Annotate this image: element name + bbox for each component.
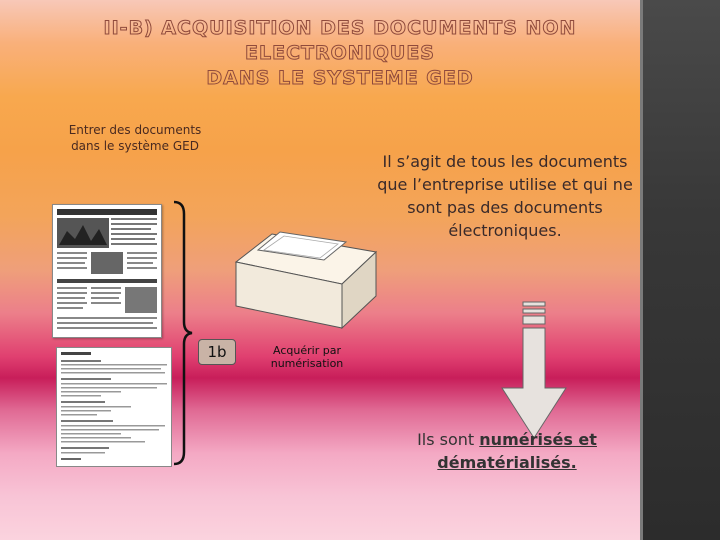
slide-title-line1: II-B) ACQUISITION DES DOCUMENTS NON ELECTRONIQUES [103,17,577,64]
scan-caption-line2: numérisation [270,357,344,370]
text-document-icon [56,347,172,467]
step-badge: 1b [198,339,236,365]
slide-title [60,16,620,91]
down-arrow-icon [498,300,588,442]
scan-caption-line1: Acquérir par [273,344,341,357]
description-quote: Il s’agit de tous les documents que l’entreprise utilise et qui ne sont pas des documents électroniques. [377,152,633,240]
result-text [396,428,618,474]
result-word1: numérisés et [479,430,597,449]
intro-line2: dans le système GED [71,139,199,153]
result-word2: dématérialisés. [437,453,577,472]
slide-title-line2: DANS LE SYSTEME GED [206,67,474,89]
newspaper-document-icon [52,204,162,338]
intro-text [50,122,220,154]
scanner-icon [228,214,378,329]
result-prefix: Ils sont [417,430,480,449]
sidebar-panel [640,0,720,540]
intro-line1: Entrer des documents [68,123,202,137]
bracket-icon [172,200,194,466]
scan-caption [262,344,352,370]
